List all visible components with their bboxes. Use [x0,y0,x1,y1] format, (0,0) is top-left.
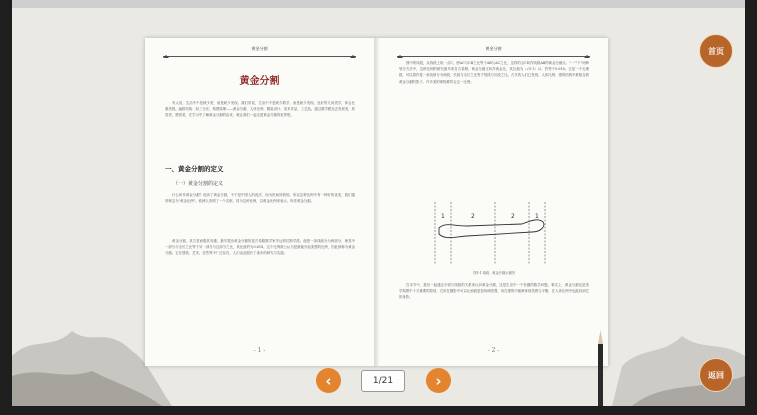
chevron-right-icon: › [435,371,442,390]
home-button[interactable]: 首页 [699,34,733,68]
chevron-left-icon: ‹ [325,371,332,390]
ebook-reader-screen [12,8,745,406]
stylus-pen [596,330,605,406]
screen-top-edge [0,0,757,8]
screen-bezel-right [745,0,757,415]
chapter-title: 黄金分割 [239,76,280,87]
open-book [145,38,608,366]
page-number-right: - 2 - [487,347,500,354]
screen-bezel-left [0,0,12,415]
figure-label-2: 2 [471,213,475,220]
section-heading: 一、黄金分割的定义 [165,165,224,173]
prev-page-button[interactable] [316,368,341,393]
body-paragraph-2: 黄金分割，其古老而极其有趣，最早提出黄金分割的是古希腊数学家毕达哥拉斯学派。他把一条线段分为两部分，使其中一部分与全长之比等于另一部分与这部分之比，其比值约为0.618。这个比例被公认为是最能引起美感的比例，因此被称为黄金分割。它在建筑、艺术、自然界中广泛存在，人们由此展开了诸多的研究与实践。 [165,239,355,256]
page-number-left: - 1 - [253,347,266,354]
book-page-right[interactable] [379,38,608,366]
running-head-right: 黄金分割 [397,46,590,57]
body-paragraph-1: 什么叫作黄金分割？说到了黄金分割，不不是中国人的说法，而为民间所熟知。所以这种比例中有一种好的优美，我们通常称这为"黄金比例"。欧洲人发明了一个名称，同为这种比例，以黄金比例来表示，叫作黄金分割。 [165,193,355,204]
subsection-heading: （一）黄金分割的定义 [173,181,224,187]
figure-label-3: 2 [511,213,515,220]
next-page-button[interactable] [426,368,451,393]
figure-caption: 图1-1 线段、黄金分割示意图 [473,271,515,275]
figure-label-4: 1 [535,213,539,220]
screen-bezel-bottom [0,406,757,415]
right-paragraph-2: 在本节中，我们一起通过平面与线段的关系来认识黄金分割，这是生活中一个有趣的数学问题。事实上，黄金分割也是美学构图中十分重要的原则，它用在摄影中可以让画面更加协调美观，用在建筑中能够体现美感与平衡，在人体比例中也能找到它的身影。 [399,283,589,300]
running-head-left: 黄金分割 [163,46,356,57]
right-paragraph-1: 图中的线段，从线段上取一点C，使AC与CB之比等于AB与AC之比，这样的点C叫作线段AB的黄金分割点。"一""下"两种划分方法中，这种比例的研究最早来自古希腊，黄金分割又叫作黄金比，其比值为（√5-1）/2，约等于0.618。它是一个无理数，可以看作是一条线被分为两段，长段与全长之比等于短段与长段之比。古代的人们已发现，人体比例、建筑结构中都隐含着黄金分割的影子，许多美的事物都符合这一比例。 [399,61,589,84]
intro-paragraph: 有人说，生活中不是缺少美，而是缺少发现。我们常说，生活中不是缺少数学，而是缺少发现。良好的几何美学，体会比重美感。编排结构：如三分法、构图原理——黄金分割，人体比例、服装设计、美术作品、工艺品。通过数学眼光去发现美，欣赏美，感悟美，在学习中了解黄金分割的由来，就让我们一起走进黄金分割的世界吧。 [165,101,355,118]
page-indicator: 1/21 [361,370,405,392]
figure-label-1: 1 [441,213,445,220]
golden-ratio-figure [427,196,552,268]
book-page-left[interactable] [145,38,375,366]
back-button[interactable]: 返回 [699,358,733,392]
